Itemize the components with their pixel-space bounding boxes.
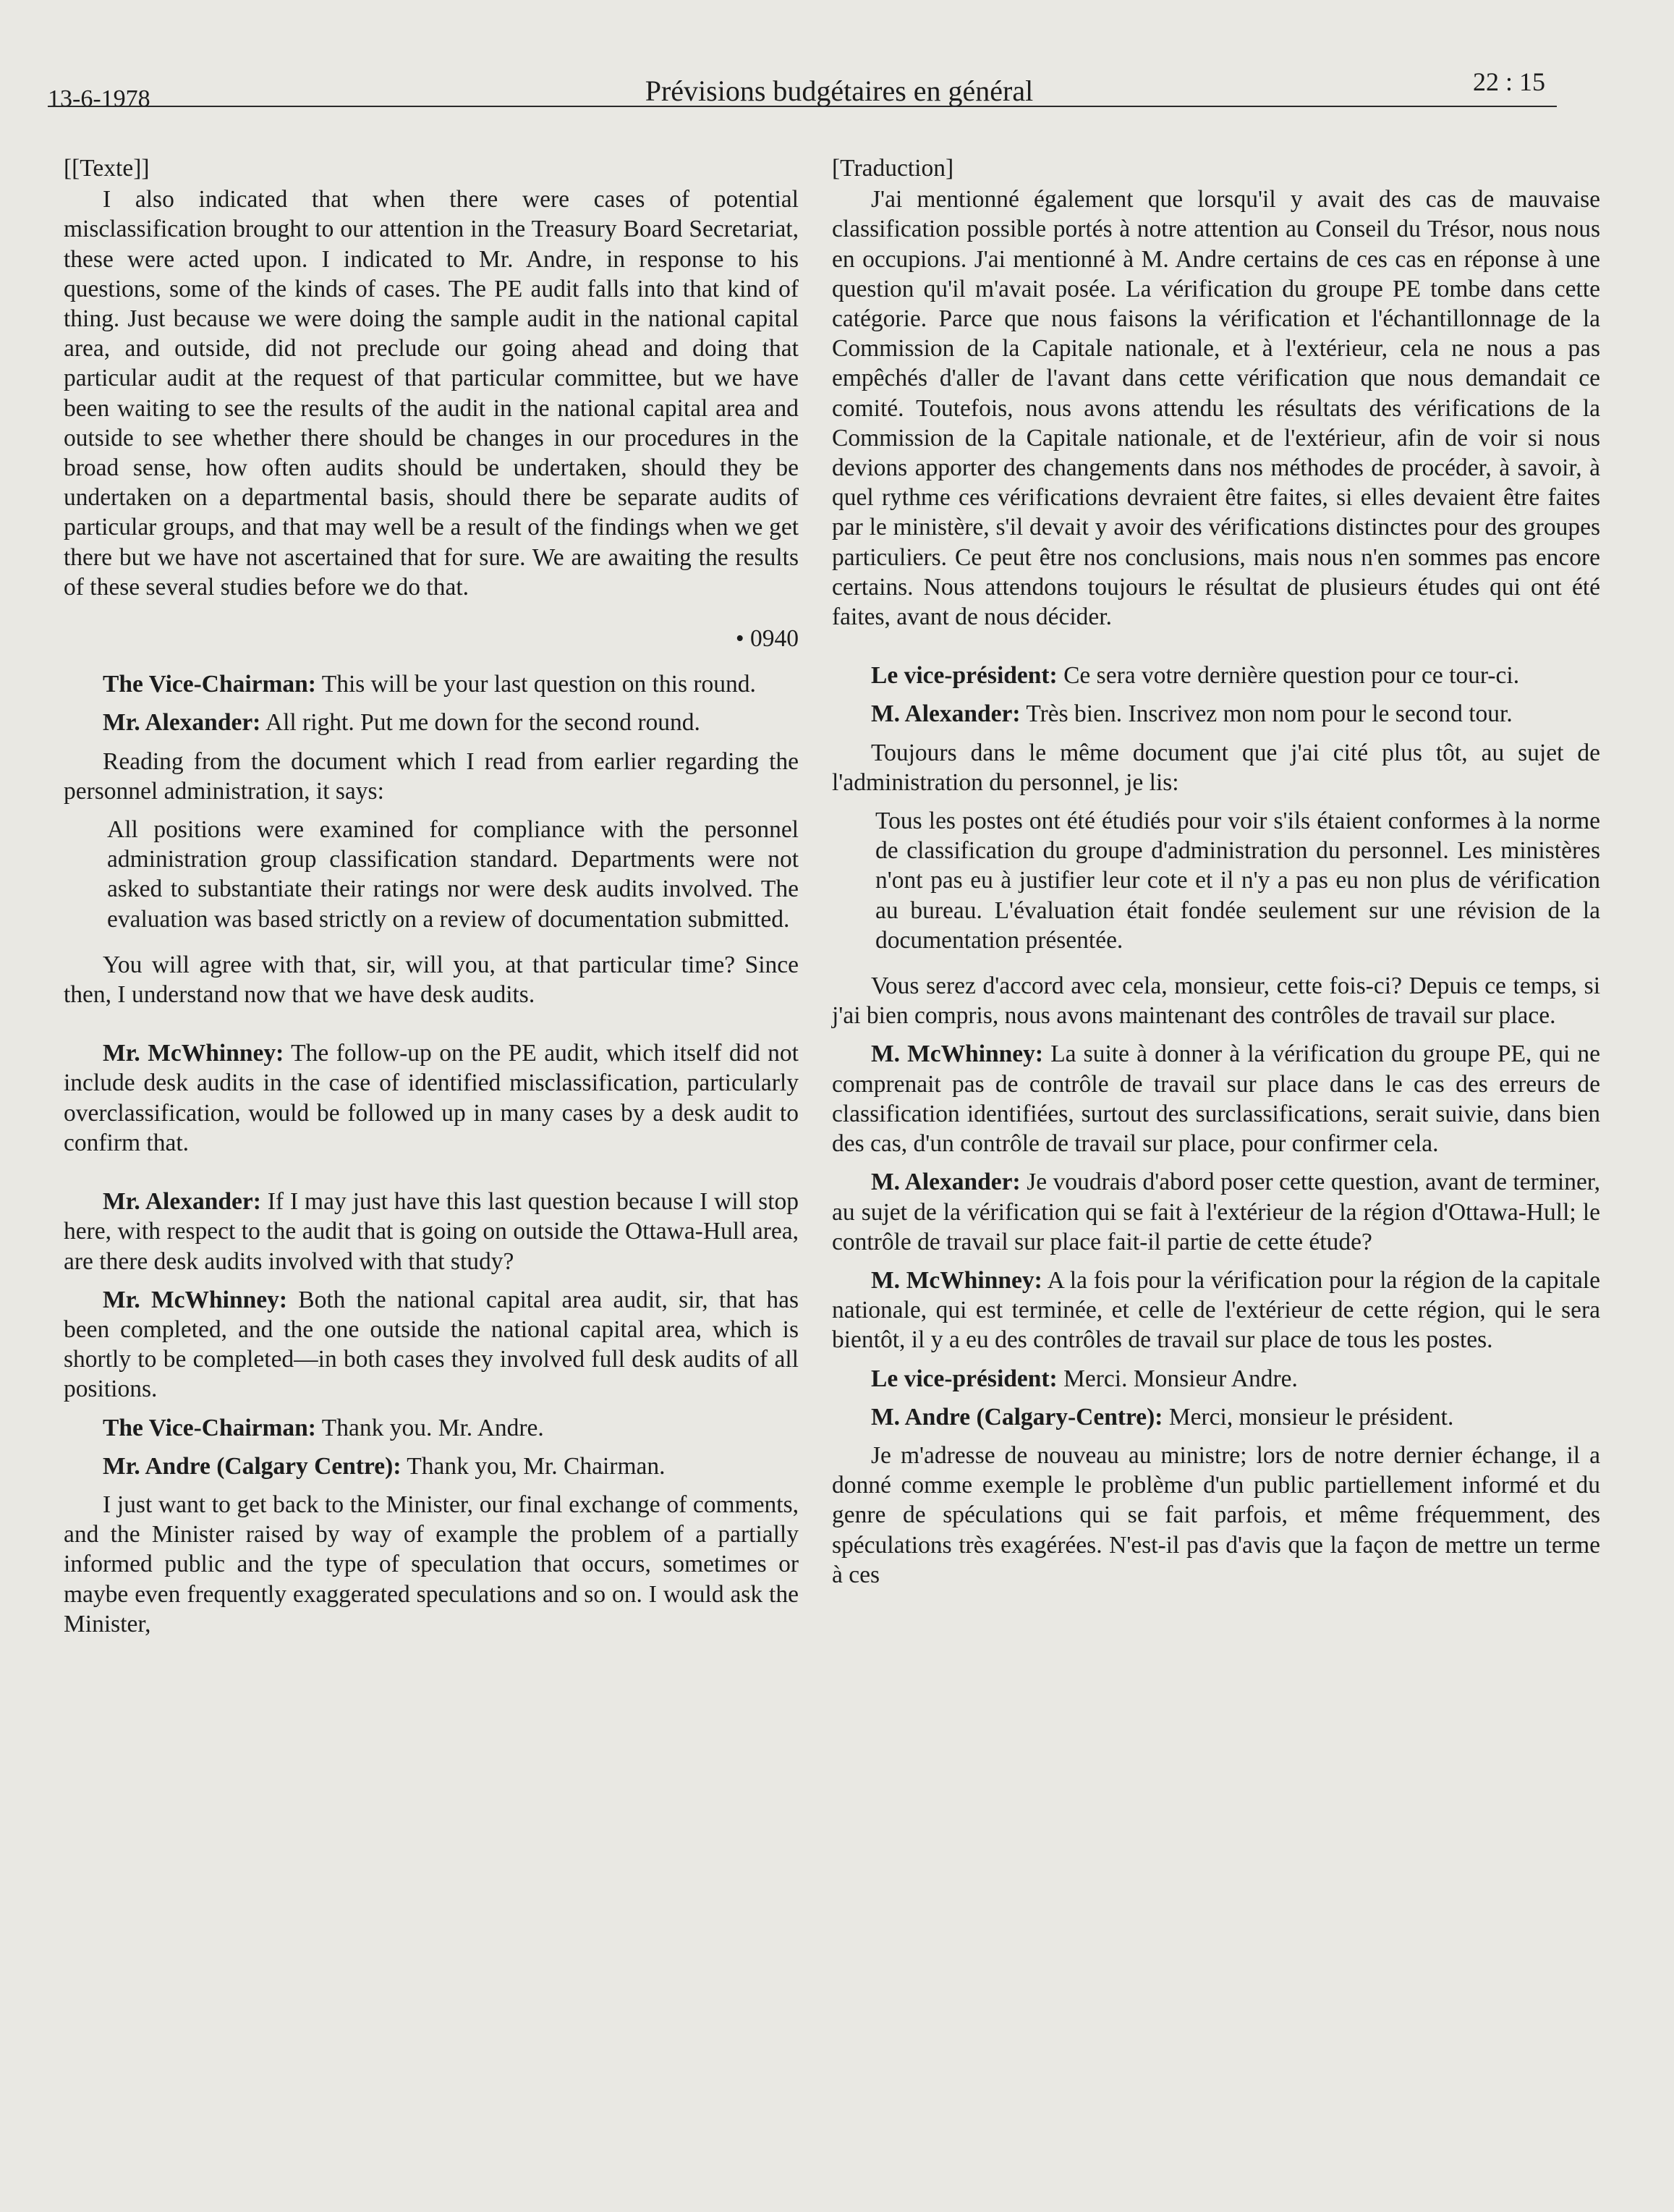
speaker: Mr. Alexander: bbox=[103, 709, 261, 737]
paragraph: M. McWhinney: A la fois pour la vérification pour la région de la capitale nationale, qui est terminée, et celle de l'extérieur de cette région, qui le sera bientôt, il y a eu des contrôles de travail sur place de tous les postes. bbox=[832, 1266, 1600, 1354]
speaker: Mr. Alexander: bbox=[103, 1188, 261, 1216]
speaker: M. Alexander: bbox=[871, 1169, 1021, 1196]
speaker: Le vice-président: bbox=[871, 662, 1058, 690]
speaker: M. Alexander: bbox=[871, 700, 1021, 728]
paragraph: Vous serez d'accord avec cela, monsieur, cette fois-ci? Depuis ce temps, si j'ai bien compris, nous avons maintenant des contrôles de travail sur place. bbox=[832, 972, 1600, 1030]
paragraph: I also indicated that when there were cases of potential misclassification brought to our attention in the Treasury Board Secretariat, these were acted upon. I indicated to Mr. Andre, in response to his questions, some of the kinds of cases. The PE audit falls into that kind of thing. Just because we were doing the sample audit in the national capital area, and outside, did not preclude our going ahead and doing that particular audit at the request of that particular committee, but we have been waiting to see the results of the audit in the national capital area and outside to see whether there should be changes in our procedures in the broad sense, how often audits should be undertaken, should they be undertaken on a departmental basis, should there be separate audits of particular groups, and that may well be a result of the findings when we get there but we have not ascertained that for sure. We are awaiting the results of these several studies before we do that. bbox=[64, 186, 799, 601]
quotation: All positions were examined for compliance with the personnel administration group classification standard. Departments were not asked to substantiate their ratings nor were desk audits involved. The evaluation was based strictly on a review of documentation submitted. bbox=[107, 816, 799, 933]
paragraph: I just want to get back to the Minister, our final exchange of comments, and the Minister raised by way of example the problem of a partially informed public and the type of speculation that occurs, sometimes or maybe even frequently exaggerated speculations and so on. I would ask the Minister, bbox=[64, 1491, 799, 1637]
paragraph: M. Andre (Calgary-Centre): Merci, monsieur le président. bbox=[871, 1403, 1454, 1431]
language-tag: [[Texte]] bbox=[64, 155, 150, 182]
french-column bbox=[832, 153, 1600, 1598]
header-rule bbox=[48, 106, 1557, 107]
speaker: Mr. McWhinney: bbox=[103, 1040, 284, 1067]
paragraph: You will agree with that, sir, will you, at that particular time? Since then, I understand now that we have desk audits. bbox=[64, 951, 799, 1009]
paragraph: Je m'adresse de nouveau au ministre; lors de notre dernier échange, il a donné comme exemple le problème d'un public partiellement informé et du genre de spéculations qui se fait parfois, et même fréquemment, des spéculations très exagérées. N'est-il pas d'avis que la façon de mettre un terme à ces bbox=[832, 1441, 1600, 1588]
speaker: M. Andre (Calgary-Centre): bbox=[871, 1403, 1163, 1431]
speaker: Le vice-président: bbox=[871, 1365, 1058, 1392]
paragraph: Le vice-président: Ce sera votre dernière question pour ce tour-ci. bbox=[871, 662, 1520, 690]
paragraph: Mr. Alexander: All right. Put me down for the second round. bbox=[103, 709, 700, 737]
paragraph: The Vice-Chairman: Thank you. Mr. Andre. bbox=[103, 1414, 544, 1441]
speaker: The Vice-Chairman: bbox=[103, 1414, 316, 1441]
paragraph: Mr. Alexander: If I may just have this last question because I will stop here, with respect to the audit that is going on outside the Ottawa-Hull area, are there desk audits involved with that study? bbox=[64, 1188, 799, 1275]
paragraph: Le vice-président: Merci. Monsieur Andre. bbox=[871, 1365, 1298, 1392]
english-column bbox=[64, 153, 799, 1648]
speaker: M. McWhinney: bbox=[871, 1041, 1044, 1068]
paragraph: Reading from the document which I read from earlier regarding the personnel administration, it says: bbox=[64, 747, 799, 805]
paragraph: M. Alexander: Très bien. Inscrivez mon nom pour le second tour. bbox=[871, 700, 1513, 728]
paragraph: M. McWhinney: La suite à donner à la vérification du groupe PE, qui ne comprenait pas de contrôle de travail sur place dans le cas des erreurs de classification identifiées, surtout des surclassifications, serait suivie, dans bien des cas, d'un contrôle de travail sur place, pour confirmer cela. bbox=[832, 1041, 1600, 1158]
time-marker: • 0940 bbox=[735, 625, 799, 653]
paragraph: Mr. McWhinney: Both the national capital area audit, sir, that has been completed, and the one outside the national capital area, which is shortly to be completed—in both cases they involved full desk audits of all positions. bbox=[64, 1286, 799, 1403]
language-tag: [Traduction] bbox=[832, 155, 954, 182]
header-page-number: 22 : 15 bbox=[1473, 67, 1546, 96]
speaker: The Vice-Chairman: bbox=[103, 671, 316, 698]
speaker: Mr. McWhinney: bbox=[103, 1286, 287, 1313]
paragraph: Mr. McWhinney: The follow-up on the PE audit, which itself did not include desk audits in the case of identified misclassification, particularly overclassification, would be followed up in many cases by a desk audit to confirm that. bbox=[64, 1040, 799, 1156]
quotation: Tous les postes ont été étudiés pour voir s'ils étaient conformes à la norme de classification du groupe d'administration du personnel. Les ministères n'ont pas eu à justifier leur cote et il n'y a pas eu non plus de vérification au bureau. L'évaluation était fondée seulement sur une révision de la documentation présentée. bbox=[875, 808, 1600, 954]
speaker: M. McWhinney: bbox=[871, 1266, 1042, 1294]
header-date: 13-6-1978 bbox=[48, 85, 150, 112]
paragraph: J'ai mentionné également que lorsqu'il y avait des cas de mauvaise classification possible portés à notre attention au Conseil du Trésor, nous nous en occupions. J'ai mentionné à M. Andre certains de ces cas en réponse à une question qu'il m'avait posée. La vérification du groupe PE tombe dans cette catégorie. Parce que nous faisons la vérification et l'échantillonnage de la Commission de la Capitale nationale, et à l'extérieur, cela ne nous a pas empêchés d'aller de l'avant dans cette vérification que nous demandait ce comité. Toutefois, nous avons attendu les résultats des vérifications de la Commission de la Capitale nationale, et de l'extérieur, afin de voir si nous devions apporter des changements dans nos méthodes de procéder, à savoir, à quel rythme ces vérifications devraient être faites, si elles devaient être faites par le ministère, s'il devait y avoir des vérifications distinctes pour des groupes particuliers. Ce peut être nos conclusions, mais nous n'en sommes pas encore certains. Nous attendons toujours le résultat de plusieurs études qui ont été faites, avant de nous décider. bbox=[832, 186, 1600, 631]
header-title: Prévisions budgétaires en général bbox=[645, 75, 1034, 107]
paragraph: M. Alexander: Je voudrais d'abord poser cette question, avant de terminer, au sujet de la vérification qui se fait à l'extérieur de la région d'Ottawa-Hull; le contrôle de travail sur place fait-il partie de cette étude? bbox=[832, 1169, 1600, 1255]
paragraph: The Vice-Chairman: This will be your last question on this round. bbox=[103, 671, 756, 698]
paragraph: Toujours dans le même document que j'ai cité plus tôt, au sujet de l'administration du personnel, je lis: bbox=[832, 739, 1600, 796]
speaker: Mr. Andre (Calgary Centre): bbox=[103, 1452, 401, 1480]
paragraph: Mr. Andre (Calgary Centre): Thank you, Mr. Chairman. bbox=[103, 1452, 666, 1480]
